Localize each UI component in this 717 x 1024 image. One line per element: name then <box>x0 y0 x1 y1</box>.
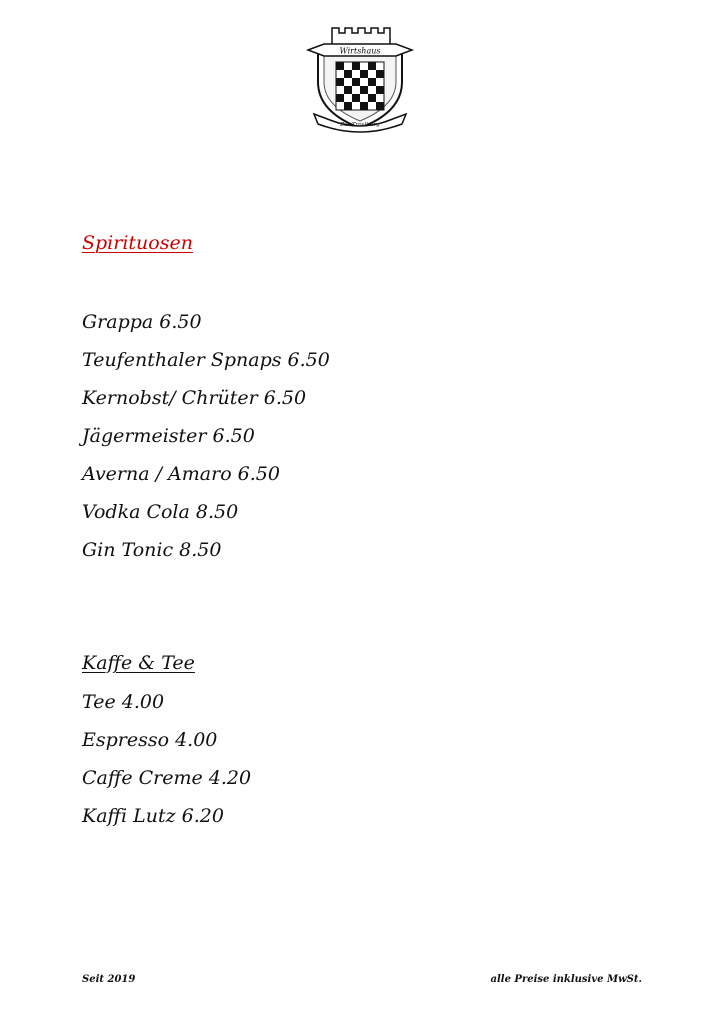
section-title-spirits: Spirituosen <box>82 232 193 254</box>
logo-motto-text: Zur Trostburg <box>340 122 380 128</box>
logo-name-text: Wirtshaus <box>339 46 381 56</box>
list-item: Caffe Creme 4.20 <box>82 767 252 789</box>
list-item: Gin Tonic 8.50 <box>82 539 222 561</box>
crest-logo <box>304 20 416 134</box>
checkerboard <box>336 62 384 110</box>
footer-vat-note: alle Preise inklusive MwSt. <box>490 974 642 985</box>
list-item: Tee 4.00 <box>82 691 165 713</box>
list-item: Teufenthaler Spnaps 6.50 <box>82 349 330 371</box>
list-item: Kaffi Lutz 6.20 <box>82 805 224 827</box>
coffee-list <box>82 691 251 843</box>
section-title-coffee: Kaffe & Tee <box>82 652 195 674</box>
list-item: Espresso 4.00 <box>82 729 218 751</box>
footer-since: Seit 2019 <box>82 974 136 985</box>
list-item: Grappa 6.50 <box>82 311 202 333</box>
list-item: Jägermeister 6.50 <box>82 425 255 447</box>
spirits-list <box>82 311 330 577</box>
list-item: Vodka Cola 8.50 <box>82 501 239 523</box>
list-item: Averna / Amaro 6.50 <box>82 463 280 485</box>
list-item: Kernobst/ Chrüter 6.50 <box>82 387 307 409</box>
